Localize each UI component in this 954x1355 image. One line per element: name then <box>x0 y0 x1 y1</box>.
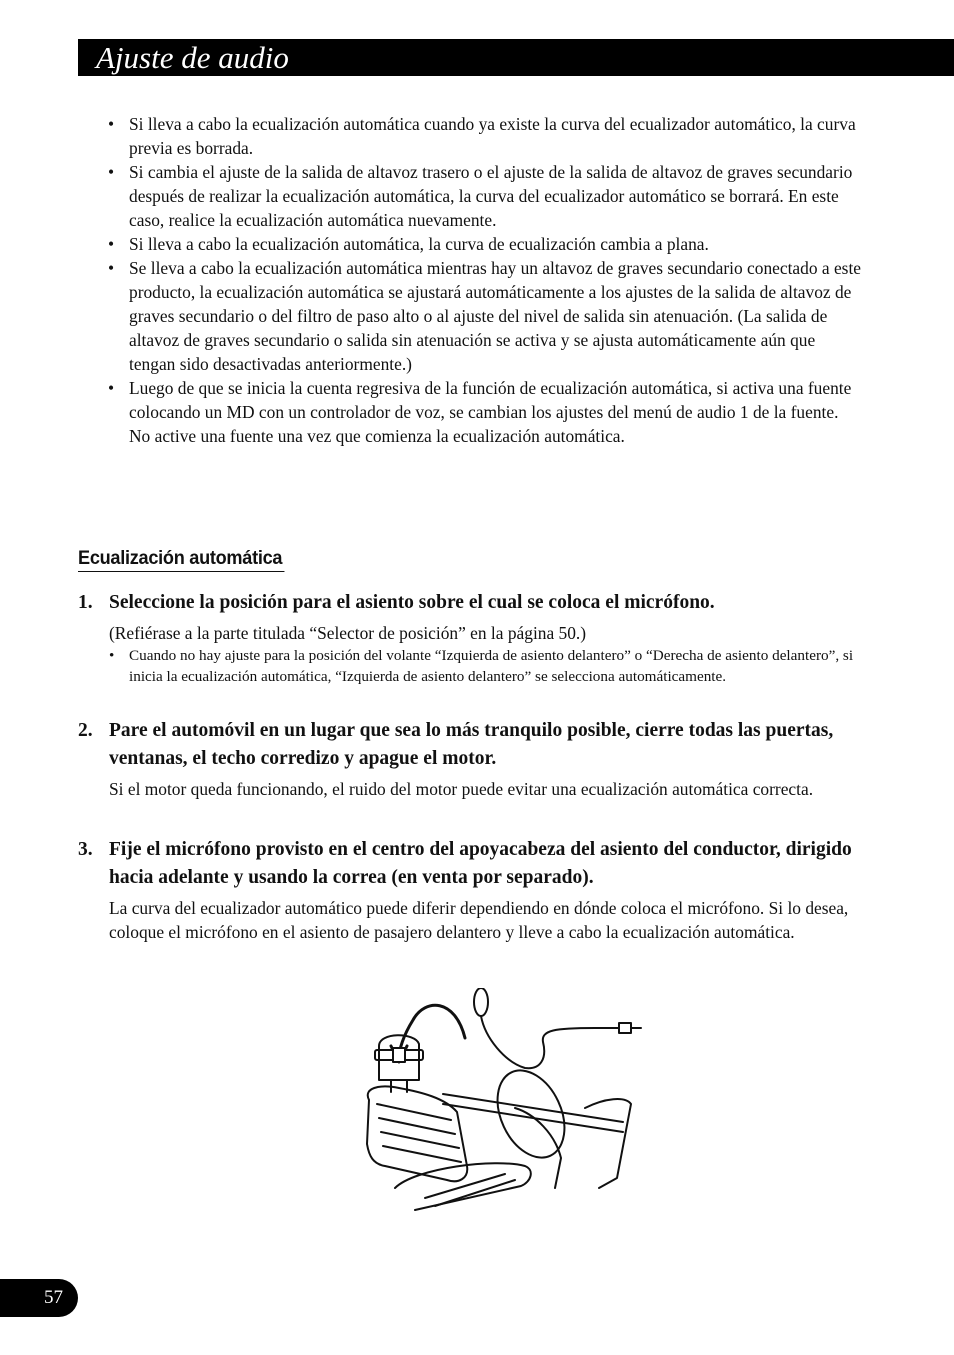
list-item <box>108 376 863 448</box>
list-item-text: Si cambia el ajuste de la salida de altavoz trasero o el ajuste de la salida de altavoz de graves secundario después de realizar la ecualización automática, la curva del ecualizador automático se borrará. En este caso, realice la ecualización automática nuevamente. <box>129 162 853 230</box>
list-item <box>109 645 863 687</box>
step-body: Si el motor queda funcionando, el ruido del motor puede evitar una ecualización automática correcta. <box>109 779 814 799</box>
bullet-icon: • <box>108 114 115 134</box>
page-title: Ajuste de audio <box>96 40 289 75</box>
step-number: 3. <box>78 839 93 860</box>
step-number: 2. <box>78 720 93 741</box>
microphone-installation-illustration <box>355 988 655 1213</box>
intro-bullet-list <box>108 112 863 448</box>
list-item-text: Si lleva a cabo la ecualización automática, la curva de ecualización cambia a plana. <box>129 234 709 254</box>
step-heading: Fije el micrófono provisto en el centro del apoyacabeza del asiento del conductor, dirigido hacia adelante y usando la correa (en venta por separado). <box>109 839 852 888</box>
step-number: 1. <box>78 592 93 613</box>
step-body: La curva del ecualizador automático puede diferir dependiendo en dónde coloca el micrófono. Si lo desea, coloque el micrófono en el asiento de pasajero delantero y lleve a cabo la ecualización automática. <box>109 898 849 942</box>
list-item <box>108 232 863 256</box>
page-number: 57 <box>0 1279 78 1317</box>
step-heading: Pare el automóvil en un lugar que sea lo más tranquilo posible, cierre todas las puertas, ventanas, el techo corredizo y apague el motor. <box>109 720 834 769</box>
list-item <box>108 160 863 232</box>
step-body: (Refiérase a la parte titulada “Selector de posición” en la página 50.) <box>109 623 587 643</box>
bullet-icon: • <box>108 378 115 398</box>
steering-wheel-icon <box>484 1060 577 1169</box>
section-heading: Ecualización automática <box>78 545 284 572</box>
note-text: Cuando no hay ajuste para la posición del volante “Izquierda de asiento delantero” o “Derecha de asiento delantero”, si inicia la ecualización automática, “Izquierda de asiento delantero” se selecciona automáticamente. <box>129 647 854 685</box>
step-2 <box>78 717 863 801</box>
step-notes <box>109 645 863 687</box>
list-item <box>108 256 863 376</box>
step-heading: Seleccione la posición para el asiento sobre el cual se coloca el micrófono. <box>109 592 715 613</box>
dashboard-icon <box>443 1094 623 1132</box>
bullet-icon: • <box>109 647 115 664</box>
bullet-icon: • <box>108 162 115 182</box>
list-item-text: Luego de que se inicia la cuenta regresiva de la función de ecualización automática, si activa una fuente colocando un MD con un controlador de voz, se cambian los ajustes del menú de audio 1 de la fuente. No active una fuente una vez que comienza la ecualización automática. <box>129 378 852 446</box>
header-bar <box>78 39 954 76</box>
list-item <box>108 112 863 160</box>
bullet-icon: • <box>108 234 115 254</box>
list-item-text: Se lleva a cabo la ecualización automática mientras hay un altavoz de graves secundario conectado a este producto, la ecualización automática se ajustará automáticamente a los ajustes de la salida de altavoz de graves secundario o del filtro de paso alto o al ajuste del nivel de salida sin atenuación. (La salida de altavoz de graves secundario o salida sin atenuación se activa y se ajusta automáticamente aún que tengan sido desactivadas anteriormente.) <box>129 258 861 374</box>
bullet-icon: • <box>108 258 115 278</box>
step-3 <box>78 836 863 944</box>
microphone-icon <box>474 988 488 1016</box>
step-1 <box>78 589 863 687</box>
list-item-text: Si lleva a cabo la ecualización automática cuando ya existe la curva del ecualizador automático, la curva previa es borrada. <box>129 114 856 158</box>
